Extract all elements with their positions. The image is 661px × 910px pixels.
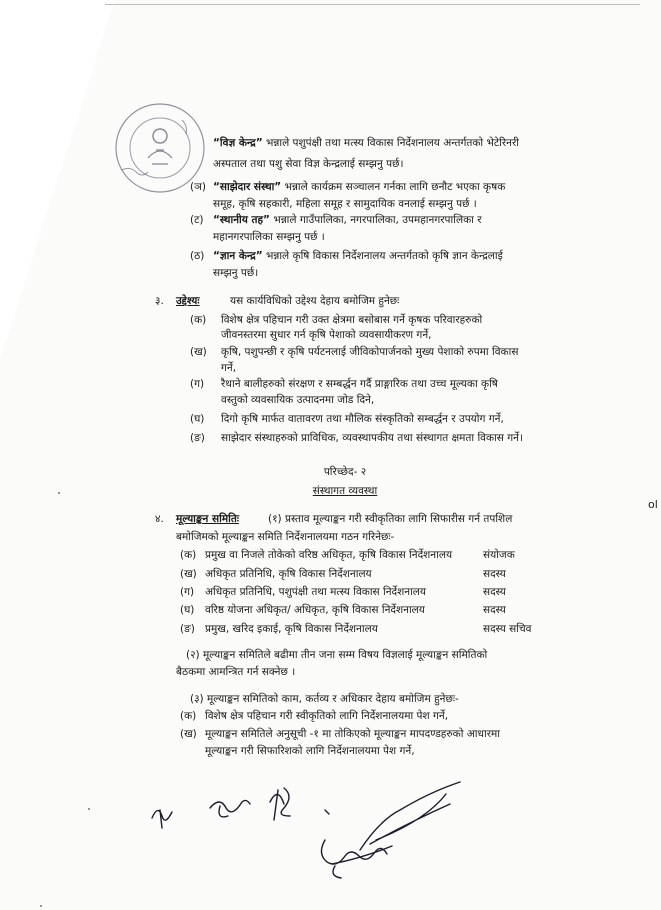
section-number: ४. <box>155 513 164 525</box>
objective-text: वस्तुको व्यवसायिक उत्पादनमा जोड दिने, <box>221 394 375 406</box>
objective-marker: (ख) <box>190 346 207 358</box>
member-marker: (ग) <box>180 586 195 598</box>
definition-text: अस्पताल तथा पशु सेवा विज्ञ केन्द्रलाई सम्झनु पर्छ। <box>213 158 404 170</box>
definition-line <box>213 136 519 150</box>
scan-speck <box>58 492 60 494</box>
definition-marker: (ञ) <box>190 181 206 193</box>
member-marker: (ख) <box>180 568 197 580</box>
member-name: वरिष्ठ योजना अधिकृत/ अधिकृत, कृषि विकास निर्देशनालय <box>205 604 425 616</box>
definition-marker: (ठ) <box>190 250 205 262</box>
objective-text: दिगो कृषि मार्फत वातावरण तथा मौलिक संस्कृतिको सम्बर्द्धन र उपयोग गर्ने, <box>221 413 504 425</box>
definition-term: “स्थानीय तह” <box>213 214 270 226</box>
page-edge-shadow <box>105 4 640 5</box>
handwritten-signatures <box>150 780 580 890</box>
member-role: संयोजक <box>483 549 515 561</box>
member-role: सदस्य <box>483 604 506 616</box>
definition-term: “विज्ञ केन्द्र” <box>213 137 263 149</box>
section-intro: (१) प्रस्ताव मूल्याङ्कन गरी स्वीकृतिका लागि सिफारीस गर्न तपशिल <box>268 513 513 525</box>
member-role: सदस्य <box>483 586 506 598</box>
scan-speck <box>88 808 90 810</box>
objective-text: रैथाने बालीहरुको संरक्षण र सम्बर्द्धन गर्दै प्राङ्गारिक तथा उच्च मूल्यका कृषि <box>221 378 498 390</box>
objective-text: कृषि, पशुपन्छी र कृषि पर्यटनलाई जीविकोपार्जनको मुख्य पेशाको रुपमा विकास <box>221 346 519 358</box>
section-heading: उद्देश्यः <box>176 295 200 307</box>
folded-corner <box>0 0 115 360</box>
definition-term: “ज्ञान केन्द्र” <box>213 250 263 262</box>
section-number: ३. <box>155 295 164 307</box>
definition-text: भन्नाले पशुपंक्षी तथा मत्स्य विकास निर्देशनालय अन्तर्गतको भेटेरिनरी <box>265 137 520 149</box>
duty-text: मूल्याङ्कन गरी सिफारिशको लागि निर्देशनालयमा पेश गर्ने, <box>205 745 415 757</box>
definition-text: भन्नाले गाउँपालिका, नगरपालिका, उपमहानगरपालिका र <box>273 214 482 226</box>
section-intro: यस कार्यविधिको उद्देश्य देहाय बमोजिम हुनेछः <box>230 295 400 307</box>
objective-text: गर्ने, <box>221 362 237 374</box>
definition-term: “साझेदार संस्था” <box>213 181 282 193</box>
margin-mark: ol <box>648 498 658 511</box>
scan-speck <box>40 905 42 907</box>
member-name: प्रमुख वा निजले तोकेको वरिष्ठ अधिकृत, कृषि विकास निर्देशनालय <box>205 549 453 561</box>
chapter-title: संस्थागत व्यवस्था <box>312 485 378 497</box>
section-heading: मूल्याङ्कन समितिः <box>176 513 239 525</box>
duty-text: विशेष क्षेत्र पहिचान गरी स्वीकृतिको लागि निर्देशनालयमा पेश गर्ने, <box>205 710 449 722</box>
clause-text: (२) मूल्याङ्कन समितिले बढीमा तीन जना सम्म विषय विज्ञलाई मूल्याङ्कन समितिको <box>186 649 488 661</box>
duty-text: मूल्याङ्कन समितिले अनुसूची -१ मा तोकिएको मूल्याङ्कन मापदण्डहरुको आधारमा <box>205 728 500 740</box>
member-role: सदस्य सचिव <box>483 623 532 635</box>
definition-line <box>213 249 503 263</box>
objective-text: विशेष क्षेत्र पहिचान गरी उक्त क्षेत्रमा बसोबास गर्ने कृषक परिवारहरुको <box>221 314 483 326</box>
objective-text: जीवनस्तरमा सुधार गर्न कृषि पेशाको व्यवसायीकरण गर्ने, <box>221 329 432 341</box>
definition-text: सम्झनु पर्छ। <box>213 267 259 279</box>
definition-text: भन्नाले कृषि विकास निर्देशनालय अन्तर्गतको कृषि ज्ञान केन्द्रलाई <box>265 250 503 262</box>
objective-marker: (ग) <box>190 378 205 390</box>
definition-text: समूह, कृषि सहकारी, महिला समूह र सामुदायिक वनलाई सम्झनु पर्छ । <box>213 198 477 210</box>
definition-text: महानगरपालिका सम्झनु पर्छ । <box>213 231 325 243</box>
member-name: प्रमुख, खरिद इकाई, कृषि विकास निर्देशनालय <box>205 623 378 635</box>
definition-line <box>213 180 505 194</box>
duty-marker: (ख) <box>180 728 197 740</box>
member-role: सदस्य <box>483 568 506 580</box>
objective-marker: (घ) <box>190 413 205 425</box>
chapter-label: परिच्छेद- २ <box>323 466 367 478</box>
clause-intro: (३) मूल्याङ्कन समितिको काम, कर्तव्य र अधिकार देहाय बमोजिम हुनेछः- <box>190 693 459 705</box>
duty-marker: (क) <box>180 710 197 722</box>
clause-text: बैठकमा आमन्त्रित गर्न सक्नेछ । <box>176 666 296 678</box>
objective-marker: (क) <box>190 314 207 326</box>
objective-text: साझेदार संस्थाहरुको प्राविधिक, व्यवस्थापकीय तथा संस्थागत क्षमता विकास गर्ने। <box>221 432 523 444</box>
definition-text: भन्नाले कार्यक्रम सञ्चालन गर्नका लागि छनौट भएका कृषक <box>284 181 506 193</box>
member-name: अधिकृत प्रतिनिधि, कृषि विकास निर्देशनालय <box>205 568 372 580</box>
member-name: अधिकृत प्रतिनिधि, पशुपंक्षी तथा मत्स्य विकास निर्देशनालय <box>205 586 427 598</box>
member-marker: (ङ) <box>180 623 195 635</box>
section-intro: बमोजिमको मूल्याङ्कन समिति निर्देशनालयमा गठन गरिनेछः- <box>176 531 395 543</box>
member-marker: (घ) <box>180 604 195 616</box>
objective-marker: (ङ) <box>190 432 205 444</box>
definition-line <box>213 213 482 227</box>
definition-marker: (ट) <box>190 214 204 226</box>
member-marker: (क) <box>180 549 197 561</box>
